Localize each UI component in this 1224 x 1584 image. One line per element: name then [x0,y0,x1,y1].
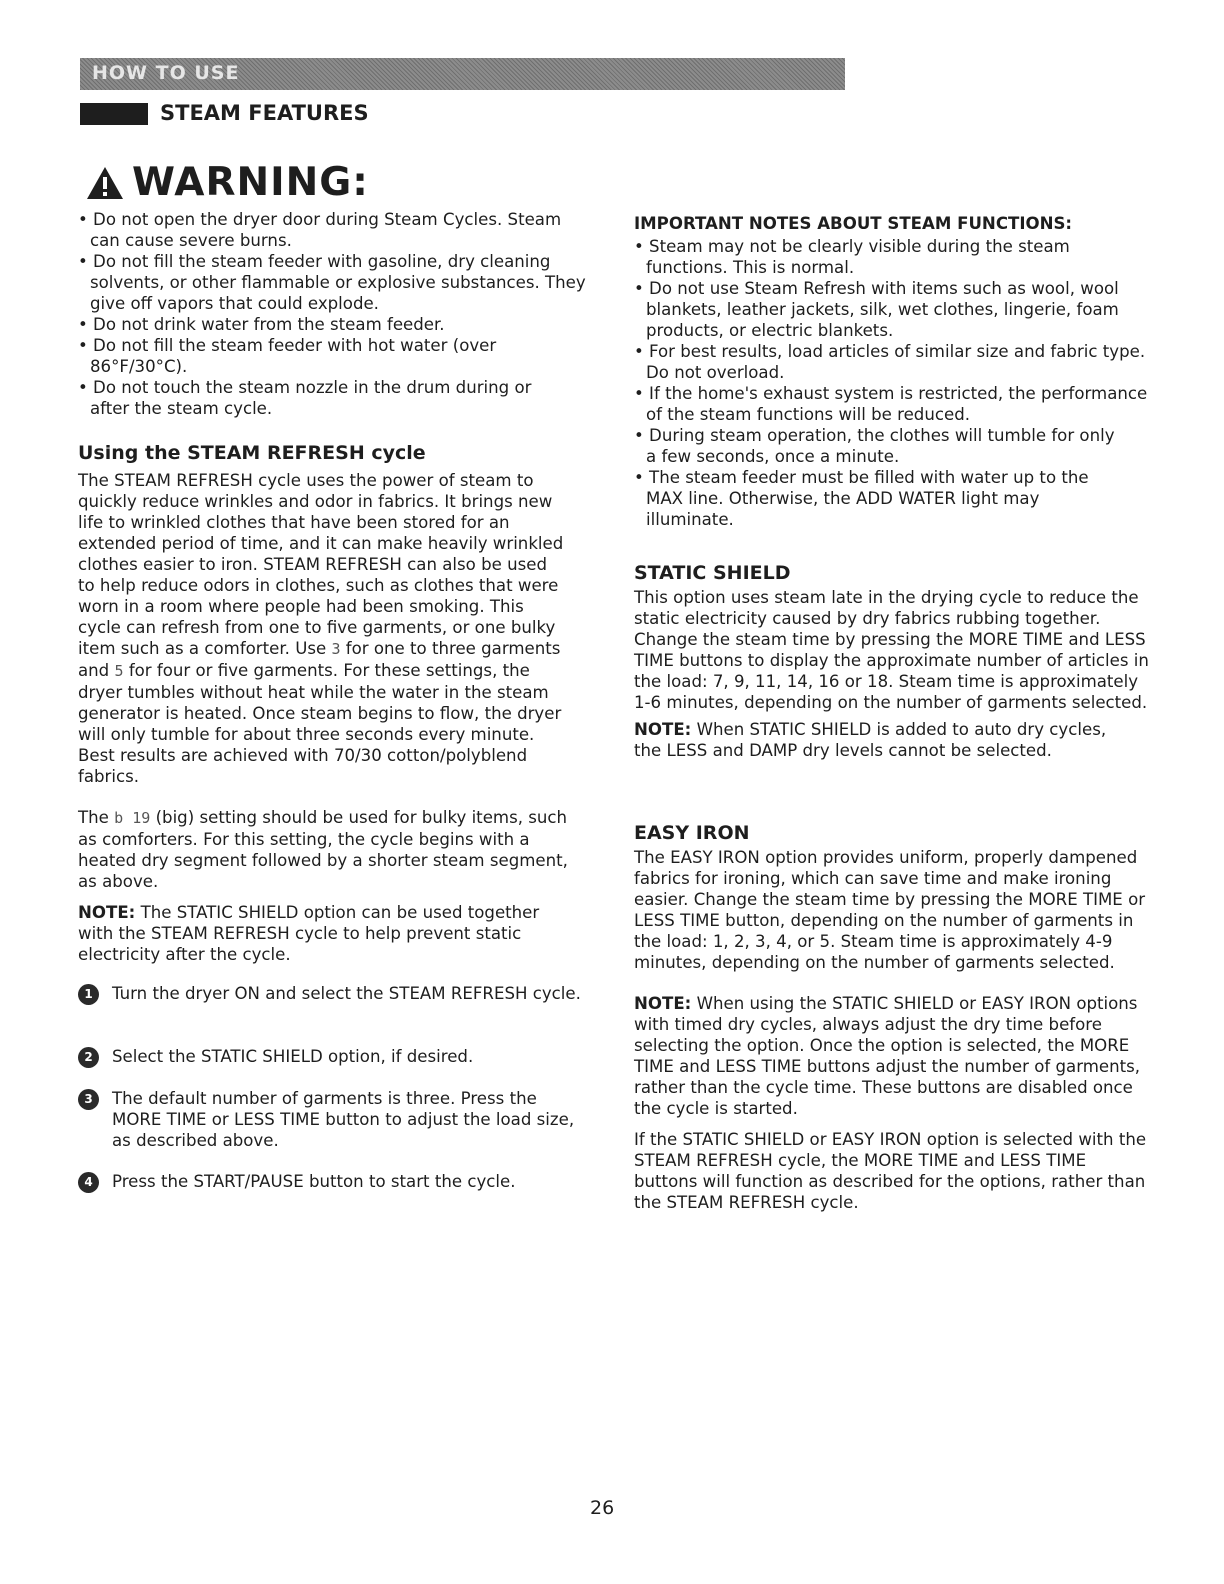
warning-triangle-icon [86,166,124,200]
steam-refresh-paragraph [78,470,568,787]
step-number-badge: 2 [78,1047,99,1068]
steam-refresh-heading: Using the STEAM REFRESH cycle [78,442,426,464]
warning-list [78,209,588,419]
step-text: Press the START/PAUSE button to start the cycle. [112,1172,516,1191]
note-label: NOTE: [78,903,136,922]
static-shield-heading: STATIC SHIELD [634,562,791,584]
important-notes-section [634,214,1154,530]
paragraph-text: The [78,808,109,827]
warning-title: WARNING: [132,160,369,205]
display-3-glyph: 3 [331,640,341,658]
static-shield-text: This option uses steam late in the drying cycle to reduce the static electricity caused by dry fabrics rubbing together. Change the steam time by pressing the MORE TIME and LESS TIME buttons to display the approximate number of articles in the load: 7, 9, 11, 14, 16 or 18. Steam time is approximately 1-6 minutes, depending on the number of garments selected. [634,588,1149,712]
warning-item: • Do not fill the steam feeder with gasoline, dry cleaning solvents, or other flammable or explosive substances. They give off vapors that could explode. [78,252,586,313]
note-text: The STATIC SHIELD option can be used together with the STEAM REFRESH cycle to help prevent static electricity after the cycle. [78,903,540,964]
step-3 [78,1088,587,1151]
header-bar [80,58,845,90]
easy-iron-final: If the STATIC SHIELD or EASY IRON option is selected with the STEAM REFRESH cycle, the MORE TIME and LESS TIME buttons will function as described for the options, rather than the STEAM REFRESH cycle. [634,1130,1147,1212]
step-2 [78,1046,587,1067]
step-number-badge: 3 [78,1089,99,1110]
warning-item: • Do not fill the steam feeder with hot water (over 86°F/30°C). [78,336,497,376]
easy-iron-note [634,993,1154,1119]
step-1 [78,983,587,1004]
important-note-item: • Do not use Steam Refresh with items such as wool, wool blankets, leather jackets, silk, wet clothes, lingerie, foam products, or electric blankets. [634,279,1119,340]
important-note-item: • If the home's exhaust system is restricted, the performance of the steam functions will be reduced. [634,384,1148,424]
step-number-badge: 4 [78,1172,99,1193]
static-shield-section [634,562,1154,761]
display-big-glyph: b 19 [114,809,151,827]
easy-iron-text: The EASY IRON option provides uniform, properly dampened fabrics for ironing, which can save time and make ironing easier. Change the steam time by pressing the MORE TIME or LESS TIME button, depending on the number of garments in the load: 1, 2, 3, 4, or 5. Steam time is approximately 4-9 minutes, depending on the number of garments selected. [634,848,1146,972]
display-5-glyph: 5 [114,662,124,680]
note-label: NOTE: [634,720,692,739]
warning-item: • Do not open the dryer door during Steam Cycles. Steam can cause severe burns. [78,210,562,250]
easy-iron-section [634,822,1154,1213]
step-text: Select the STATIC SHIELD option, if desired. [112,1047,474,1066]
note-text: When STATIC SHIELD is added to auto dry cycles, the LESS and DAMP dry levels cannot be selected. [634,720,1107,760]
important-note-item: • Steam may not be clearly visible during the steam functions. This is normal. [634,237,1070,277]
paragraph-text: for four or five garments. For these settings, the dryer tumbles without heat while the water in the steam generator is heated. Once steam begins to flow, the dryer will only tumble for about three seconds every minute. Best results are achieved with 70/30 cotton/polyblend fabrics. [78,661,562,786]
paragraph-text: for one to three garments and [78,639,561,680]
refresh-note [78,902,578,965]
page-number: 26 [590,1497,615,1519]
big-setting-paragraph [78,807,578,892]
static-shield-note [634,719,1114,761]
step-text: Turn the dryer ON and select the STEAM REFRESH cycle. [112,984,581,1003]
step-text: The default number of garments is three. Press the MORE TIME or LESS TIME button to adjust the load size, as described above. [112,1089,575,1150]
warning-item: • Do not touch the steam nozzle in the drum during or after the steam cycle. [78,378,532,418]
important-note-item: • For best results, load articles of similar size and fabric type. Do not overload. [634,342,1146,382]
paragraph-text: (big) setting should be used for bulky items, such as comforters. For this setting, the cycle begins with a heated dry segment followed by a shorter steam segment, as above. [78,808,568,891]
step-number-badge: 1 [78,984,99,1005]
easy-iron-heading: EASY IRON [634,822,750,844]
section-title: STEAM FEATURES [160,101,369,125]
important-notes-heading: IMPORTANT NOTES ABOUT STEAM FUNCTIONS: [634,214,1073,233]
note-text: When using the STATIC SHIELD or EASY IRON options with timed dry cycles, always adjust the dry time before selecting the option. Once the option is selected, the MORE TIME and LESS TIME buttons adjust the number of garments, rather than the cycle time. These buttons are disabled once the cycle is started. [634,994,1141,1118]
step-4 [78,1171,587,1192]
note-label: NOTE: [634,994,692,1013]
warning-item: • Do not drink water from the steam feeder. [78,315,445,334]
steam-refresh-section [78,442,588,965]
important-note-item: • During steam operation, the clothes will tumble for only a few seconds, once a minute. [634,426,1115,466]
section-marker [80,103,148,125]
header-bar-label: HOW TO USE [92,62,240,84]
important-note-item: • The steam feeder must be filled with water up to the MAX line. Otherwise, the ADD WATER light may illuminate. [634,468,1089,529]
paragraph-text: The STEAM REFRESH cycle uses the power of steam to quickly reduce wrinkles and odor in fabrics. It brings new life to wrinkled clothes that have been stored for an extended period of time, and it can make heavily wrinkled clothes easier to iron. STEAM REFRESH can also be used to help reduce odors in clothes, such as clothes that were worn in a room where people had been smoking. This cycle can refresh from one to five garments, or one bulky item such as a comforter. Use [78,471,564,658]
